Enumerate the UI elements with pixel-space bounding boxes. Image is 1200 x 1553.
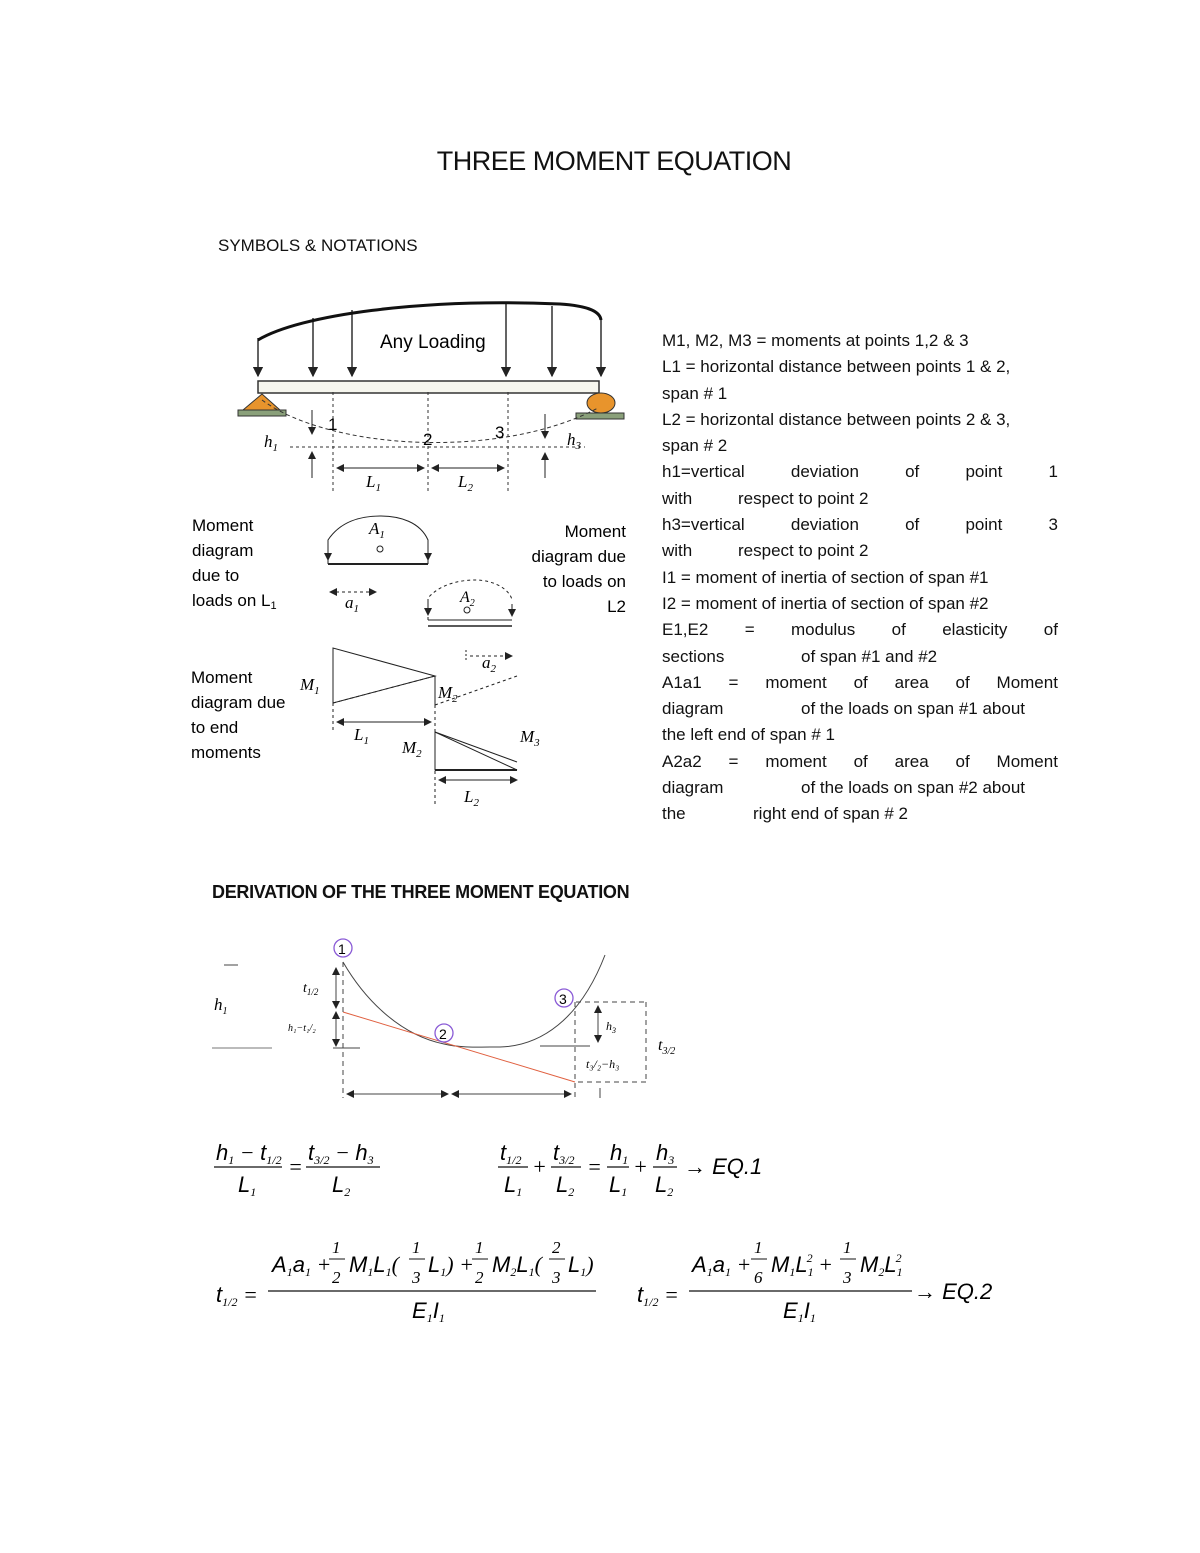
eq1-label: → EQ.1 (684, 1154, 763, 1179)
h1-deriv-label: h (214, 995, 223, 1014)
svg-text:L1: L1 (609, 1172, 628, 1199)
point-1-label: 1 (328, 415, 338, 434)
page-title: THREE MOMENT EQUATION (436, 146, 792, 176)
svg-text:L2: $L_2$ (458, 472, 473, 494)
svg-text:h1: h1 (610, 1140, 629, 1167)
svg-text:6: 6 (754, 1268, 763, 1287)
note-h3: h3=vertical deviation of point 3 (662, 515, 1058, 535)
svg-text:=: = (587, 1154, 602, 1179)
note-I1: I1 = moment of inertia of section of span #1 (662, 567, 989, 587)
svg-text:2: 2 (439, 1026, 447, 1042)
M2-label-top: M (438, 683, 453, 702)
A2-label: A (460, 589, 470, 606)
svg-text:t1/2 =: t1/2 = (637, 1282, 679, 1309)
svg-text:M2L12: M2L12 (860, 1251, 903, 1279)
svg-text:E1I1: E1I1 (412, 1298, 445, 1325)
h1-minus-t12-label: h₁−t₁/₂ (288, 1023, 316, 1034)
svg-text:L1): L1) (568, 1252, 594, 1279)
svg-text:h1: $h_1$ (214, 995, 228, 1017)
svg-text:loads on L1: loads on L1 (192, 591, 277, 612)
h3-label: h (567, 430, 576, 449)
svg-text:3: 3 (843, 1268, 852, 1287)
svg-text:+: + (633, 1154, 648, 1179)
svg-text:L1: $L_1$ (354, 725, 369, 747)
svg-text:a1: $a_1$ (345, 593, 359, 615)
svg-text:2: 2 (332, 1268, 341, 1287)
svg-text:moments: moments (191, 743, 261, 762)
note-moments: M1, M2, M3 = moments at points 1,2 & 3 (662, 331, 969, 350)
svg-text:A2: $A_2$ (460, 589, 475, 609)
M1-label: M (300, 675, 315, 694)
svg-text:t1/2: $t_{1/2}$ (303, 981, 319, 997)
h3-deriv-label: h (606, 1019, 612, 1033)
svg-text:M1L1(: M1L1( (349, 1252, 399, 1279)
M2-label-bottom: M (402, 738, 417, 757)
svg-text:L2: L2 (655, 1172, 674, 1199)
svg-text:Moment: Moment (564, 522, 626, 541)
loading-label: Any Loading (380, 332, 486, 353)
equation-t12-expanded (216, 1238, 596, 1325)
svg-text:Moment: Moment (192, 516, 254, 535)
svg-text:2: 2 (475, 1268, 484, 1287)
svg-text:h3: h3 (656, 1140, 675, 1167)
svg-text:1: 1 (338, 941, 346, 957)
note-L1: L1 = horizontal distance between points 1 & 2, (662, 357, 1011, 377)
L1-end-label: L (354, 725, 364, 744)
derivation-heading: DERIVATION OF THE THREE MOMENT EQUATION (212, 882, 630, 902)
h1-label: h (264, 432, 273, 451)
equation-1 (498, 1140, 762, 1199)
svg-text:a2: $a_2$ (482, 653, 496, 675)
note-A2a2: A2a2 = moment of area of Moment (662, 751, 1058, 771)
svg-text:A1a1 +: A1a1 + (272, 1252, 332, 1279)
svg-text:1: 1 (412, 1238, 421, 1257)
point-3-label: 3 (495, 423, 505, 442)
L2-label: L (458, 472, 468, 491)
svg-text:to loads on: to loads on (542, 572, 626, 591)
svg-text:h3: $h_3$ (606, 1019, 616, 1035)
L1-label: L (366, 472, 376, 491)
A1-label: A (369, 519, 380, 538)
svg-text:t3/2: $t_{3/2}$ (658, 1037, 676, 1057)
M3-label: M (520, 727, 535, 746)
svg-text:L1: L1 (504, 1172, 523, 1199)
svg-text:L2: L2 (607, 597, 626, 616)
svg-text:L1) +: L1) + (428, 1252, 474, 1279)
svg-text:3: 3 (412, 1268, 421, 1287)
equation-ratio (214, 1140, 380, 1199)
a1-label: a (345, 593, 354, 612)
svg-text:t1/2: t1/2 (500, 1140, 522, 1167)
svg-text:3: 3 (552, 1268, 561, 1287)
svg-text:2: 2 (552, 1238, 561, 1257)
svg-text:diagram due: diagram due (191, 693, 286, 712)
svg-text:due to: due to (192, 566, 240, 585)
svg-text:1: 1 (754, 1238, 763, 1257)
svg-text:to end: to end (191, 718, 239, 737)
t32-label: t (658, 1037, 663, 1054)
svg-text:diagram due: diagram due (531, 547, 626, 566)
svg-text:L2: $L_2$ (464, 787, 479, 809)
note-A1a1: A1a1 = moment of area of Moment (662, 672, 1058, 692)
note-h1: h1=vertical deviation of point 1 (662, 462, 1058, 482)
svg-text:1: 1 (843, 1238, 852, 1257)
svg-text:A1: $A_1$ (369, 519, 385, 541)
svg-text:L1: L1 (238, 1172, 257, 1199)
svg-text:+: + (532, 1154, 547, 1179)
svg-text:E1I1: E1I1 (783, 1298, 816, 1325)
note-E: E1,E2 = modulus of elasticity of (662, 620, 1058, 640)
svg-text:t1/2 =: t1/2 = (216, 1282, 258, 1309)
svg-text:Moment: Moment (191, 668, 253, 687)
svg-text:h1 − t1/2: h1 − t1/2 (216, 1140, 282, 1167)
note-I2: I2 = moment of inertia of section of span #2 (662, 593, 989, 613)
symbols-heading: SYMBOLS & NOTATIONS (218, 236, 418, 255)
svg-text:A1a1 +: A1a1 + (692, 1252, 752, 1279)
svg-text:M2: $M_2$ (402, 738, 422, 760)
svg-text:=: = (288, 1154, 303, 1179)
svg-text:L2: L2 (332, 1172, 351, 1199)
svg-text:t3/2: t3/2 (553, 1140, 575, 1167)
note-L2: L2 = horizontal distance between points 2 & 3, (662, 409, 1011, 429)
point-2-label: 2 (423, 430, 433, 449)
svg-text:M1: $M_1$ (300, 675, 320, 697)
t12-label: t (303, 981, 307, 996)
svg-text:h3: $h_3$ (567, 430, 581, 452)
svg-text:M2L1(: M2L1( (492, 1252, 542, 1279)
equation-2 (637, 1238, 992, 1325)
svg-text:L2: L2 (556, 1172, 575, 1199)
svg-text:1: 1 (332, 1238, 341, 1257)
svg-text:3: 3 (559, 991, 567, 1007)
svg-text:h1: $h_1$ (264, 432, 278, 454)
a2-label: a (482, 653, 491, 672)
svg-text:M2: $M_2$ (438, 683, 458, 705)
t32-minus-h3-label: t₃/₂−h₃ (586, 1057, 620, 1071)
eq2-label: → EQ.2 (914, 1279, 993, 1304)
svg-text:t3/2 − h3: t3/2 − h3 (308, 1140, 374, 1167)
svg-text:1: 1 (475, 1238, 484, 1257)
notation-list: M1, M2, M3 = moments at points 1,2 & 3 L1 = horizontal distance between points 1 & 2, span # 1 L2 = horizontal distance between points 2 & 3, span # 2 h1=vertical deviation of point 1 with respect to point 2 h3=vertical deviation of point 3 with respect to point 2 I1 = moment of inertia of section of span #1 I2 = moment of inertia of section of span #2 E1,E2 = modulus of elasticity of sections of span #1 and #2 A1a1 = moment of area of Moment diagram of the loads on span #1 about the left end of span # 1 A2a2 = moment of area of Moment diagram of the loads on span #2 about the right end of span # 2 (662, 328, 1058, 828)
svg-text:diagram: diagram (192, 541, 254, 560)
L2-end-label: L (464, 787, 474, 806)
svg-text:L1: $L_1$ (366, 472, 381, 494)
svg-text:M3: $M_3$ (520, 727, 540, 749)
svg-text:M1L12 +: M1L12 + (771, 1251, 833, 1279)
